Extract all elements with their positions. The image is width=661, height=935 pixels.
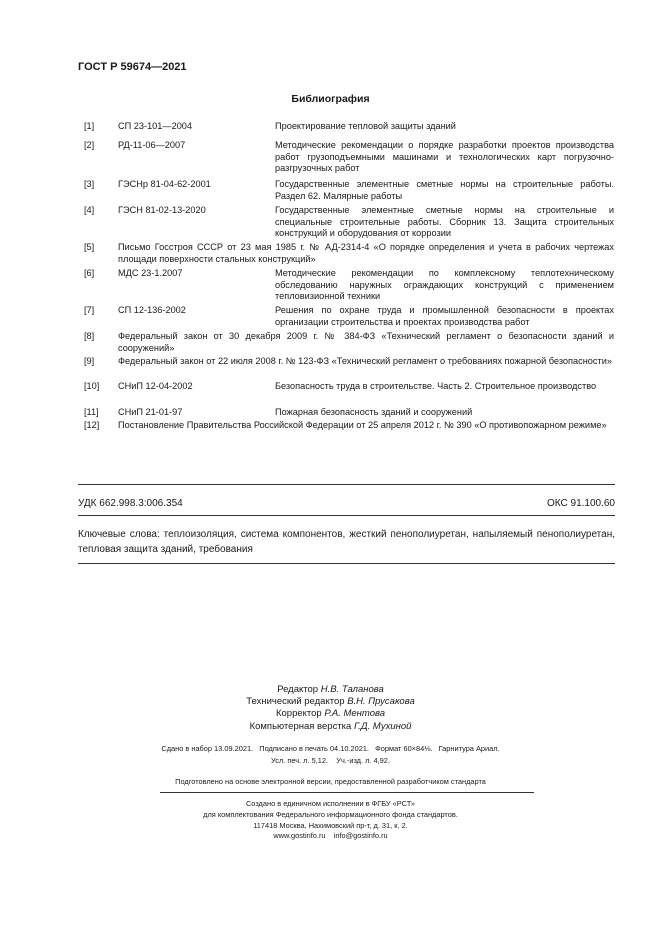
entry-code: РД-11-06—2007 — [118, 140, 186, 150]
entry-code: СНиП 21-01-97 — [118, 407, 183, 417]
udk-code: УДК 662.998.3:006.354 — [78, 498, 183, 509]
prepared-note: Подготовлено на основе электронной версии, предоставленной разработчиком стандарта — [175, 777, 486, 786]
print-info-line2: Усл. печ. л. 5,12. Уч.-изд. л. 4,92. — [271, 755, 390, 765]
publisher-line1: Создано в единичном исполнении в ФГБУ «РСТ» — [245, 799, 416, 808]
footer-divider — [160, 792, 534, 793]
entry-code: СП 23-101—2004 — [118, 121, 193, 131]
bibliography-title: Библиография — [291, 93, 370, 105]
standard-header: ГОСТ Р 59674—2021 — [78, 61, 187, 73]
entry-title: Проектирование тепловой защиты зданий — [275, 121, 456, 131]
publisher-line4: www.gostinfo.ru info@gostinfo.ru — [273, 831, 388, 841]
entry-number: [10] — [84, 381, 100, 391]
entry-code: ГЭСН 81-02-13-2020 — [118, 205, 206, 215]
keywords: Ключевые слова: теплоизоляция, система компонентов, жесткий пенополиуретан, напыляемый пенополиуретан, тепловая защита зданий, требования — [78, 529, 615, 555]
entry-title: Безопасность труда в строительстве. Часть 2. Строительное производство — [275, 381, 597, 391]
divider-top — [78, 484, 615, 485]
entry-full-text: Постановление Правительства Российской Федерации от 25 апреля 2012 г. № 390 «О противопожарном режиме» — [118, 420, 607, 430]
entry-number: [8] — [84, 331, 95, 341]
entry-code: СП 12-136-2002 — [118, 305, 186, 315]
print-info — [0, 743, 661, 766]
oks-code: ОКС 91.100.60 — [547, 498, 615, 509]
credit-tech-editor: Технический редактор В.Н. Прусакова — [246, 696, 415, 708]
credit-layout: Компьютерная верстка Г.Д. Мухиной — [249, 720, 412, 732]
entry-number: [7] — [84, 305, 95, 315]
publisher-info — [0, 799, 661, 842]
entry-title: Пожарная безопасность зданий и сооружений — [275, 407, 473, 417]
divider-bottom — [78, 563, 615, 564]
credit-corrector: Корректор Р.А. Ментова — [275, 708, 386, 720]
entry-number: [11] — [84, 407, 99, 417]
entry-title: Государственные элементные сметные нормы на строительные и специальные строительные работы. Сборник 13. Защита строительных конструкций и оборудования от коррозии — [275, 205, 614, 239]
entry-code: ГЭСНр 81-04-62-2001 — [118, 179, 211, 189]
divider-middle — [78, 515, 615, 516]
entry-full-text: Федеральный закон от 22 июля 2008 г. № 123-ФЗ «Технический регламент о требованиях пожарной безопасности» — [118, 356, 612, 366]
entry-full-text: Федеральный закон от 30 декабря 2009 г. № 384-ФЗ «Технический регламент о безопасности зданий и сооружений» — [118, 331, 614, 353]
entry-number: [2] — [84, 140, 95, 150]
entry-number: [12] — [84, 420, 100, 430]
print-info-line1: Сдано в набор 13.09.2021. Подписано в печать 04.10.2021. Формат 60×84⅛. Гарнитура Ариал. — [161, 744, 500, 753]
entry-number: [3] — [84, 179, 95, 189]
entry-full-text: Письмо Госстроя СССР от 23 мая 1985 г. № АД-2314-4 «О порядке определения и учета в рабочих чертежах площади поверхности стальных конструкций» — [118, 242, 614, 264]
credits-block — [0, 684, 661, 733]
entry-title: Методические рекомендации о порядке разработки проектов производства работ грузоподъемными машинами и технологических карт погрузочно-разгрузочных работ — [275, 140, 614, 174]
entry-number: [9] — [84, 356, 95, 366]
publisher-line2: для комплектования Федерального информационного фонда стандартов. — [203, 809, 458, 819]
entry-number: [4] — [84, 205, 95, 215]
publisher-line3: 117418 Москва, Нахимовский пр-т, д. 31, к. 2. — [253, 820, 408, 830]
entry-title: Государственные элементные сметные нормы на строительные работы. Раздел 62. Малярные работы — [275, 179, 614, 201]
entry-title: Решения по охране труда и промышленной безопасности в проектах организации строительства и проектах производства работ — [275, 305, 614, 327]
entry-number: [6] — [84, 268, 95, 278]
entry-code: СНиП 12-04-2002 — [118, 381, 193, 391]
entry-number: [1] — [84, 121, 95, 131]
entry-title: Методические рекомендации по комплексному теплотехническому обследованию наружных ограждающих конструкций с применением тепловизионной техники — [275, 268, 614, 302]
entry-number: [5] — [84, 242, 95, 252]
entry-code: МДС 23-1.2007 — [118, 268, 183, 278]
credit-editor: Редактор Н.В. Таланова — [277, 684, 384, 695]
